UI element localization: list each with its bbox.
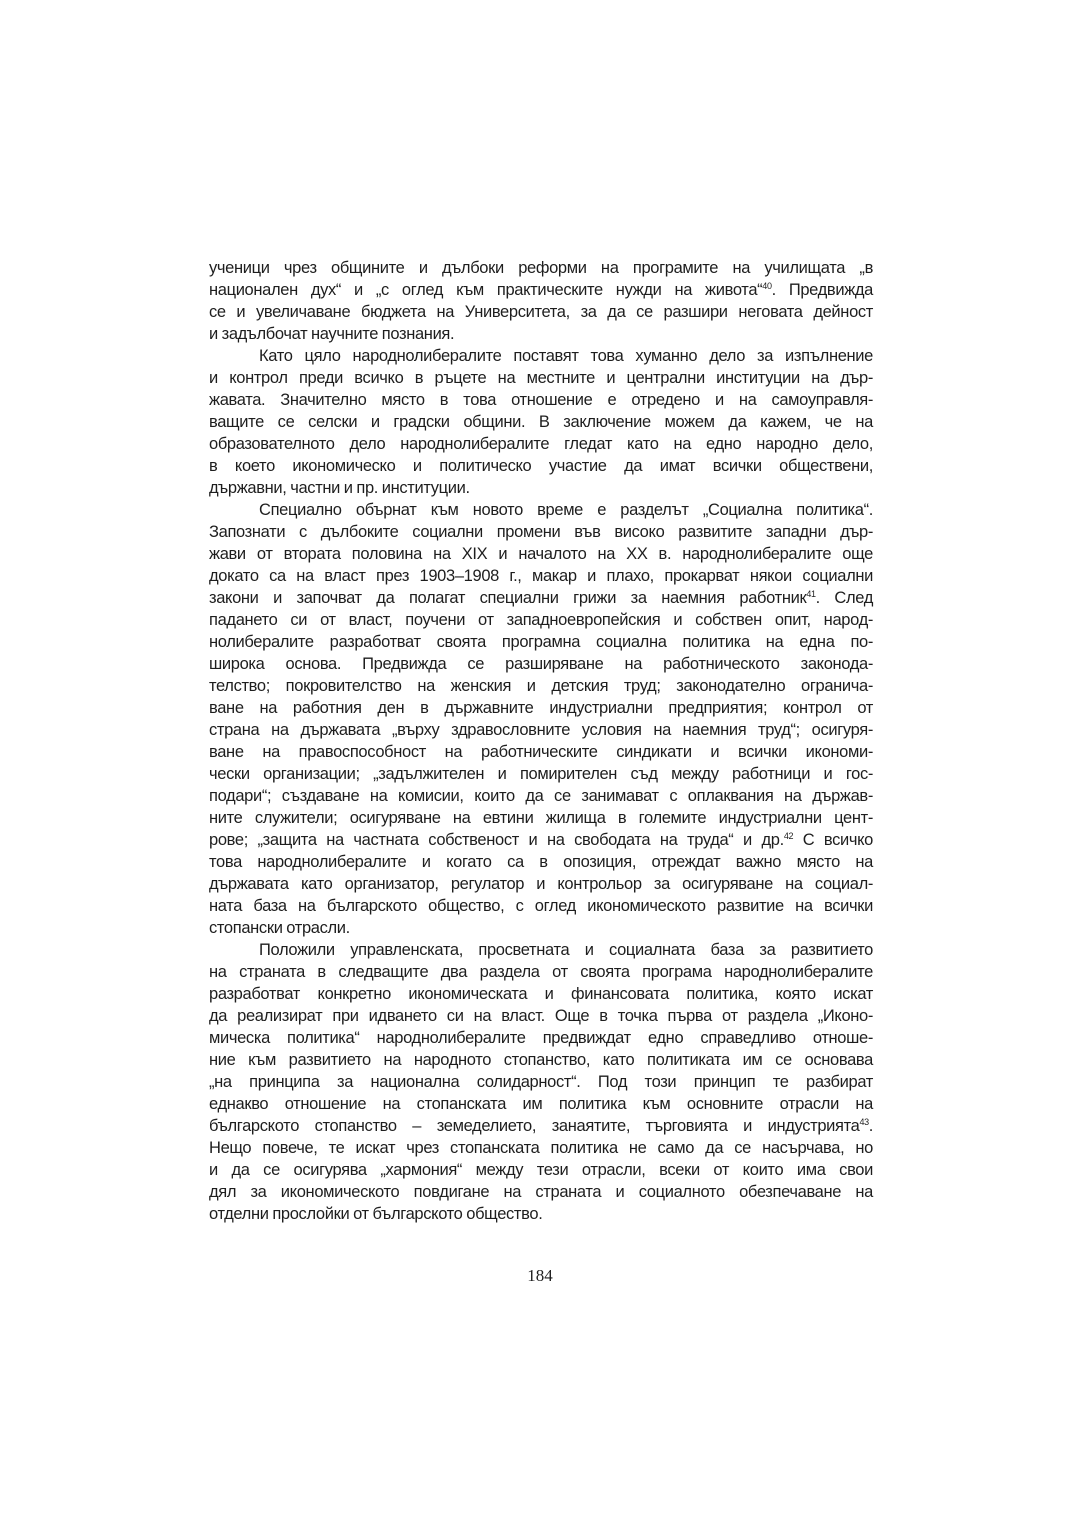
line-text: да реализират при идването си на власт. Още в точка първа от раздела „Иконо- <box>209 1007 873 1025</box>
line-text: „на принципа за национална солидарност“. Под този принцип те разбират <box>209 1073 873 1091</box>
line-text: българското стопанство – земеделието, занаятите, търговията и индустрията <box>209 1117 860 1135</box>
line-text: национален дух“ и „с оглед към практическите нужди на живота“ <box>209 281 763 299</box>
text-line <box>209 631 873 653</box>
line-text: чески организации; „задължителен и помирителен съд между работници и гос- <box>209 765 873 783</box>
line-text: жави от втората половина на XIX и началото на XX в. народнолибералите още <box>209 545 873 563</box>
footnote-reference: 43 <box>859 1117 869 1127</box>
text-line <box>209 499 873 521</box>
line-text: Нещо повече, те искат чрез стопанската политика не само да се насърчава, но <box>209 1139 873 1157</box>
text-line <box>209 301 873 323</box>
line-text: Специално обърнат към новото време е разделът „Социална политика“. <box>259 501 873 519</box>
text-line <box>209 895 873 917</box>
footnote-reference: 41 <box>806 589 816 599</box>
line-text: еднакво отношение на стопанската им политика към основните отрасли на <box>209 1095 873 1113</box>
line-text: страна на държавата „върху здравословните условия на наемния труд“; осигуря- <box>209 721 873 739</box>
footnote-reference: 42 <box>783 831 794 841</box>
line-text: телство; покровителство на женския и детския труд; законодателно ограничa- <box>209 677 873 695</box>
text-line <box>209 675 873 697</box>
footnote-reference: 40 <box>762 281 772 291</box>
text-line <box>209 1115 873 1137</box>
text-line <box>209 939 873 961</box>
text-line <box>209 1181 873 1203</box>
text-line <box>209 763 873 785</box>
text-line <box>209 807 873 829</box>
text-line <box>209 609 873 631</box>
line-text: образователното дело народнолибералите гледат като на едно народно дело, <box>209 435 873 453</box>
page-number: 184 <box>527 1266 553 1285</box>
text-line <box>209 257 873 279</box>
text-line <box>209 477 873 499</box>
text-line <box>209 279 873 301</box>
text-line <box>209 983 873 1005</box>
text-line <box>209 961 873 983</box>
line-text: ната база на българското общество, с оглед икономическото развитие на всички <box>209 897 873 915</box>
line-text-tail: С всичко <box>793 831 873 849</box>
line-text: и задълбочат научните познания. <box>209 325 455 343</box>
text-line <box>209 1027 873 1049</box>
line-text: стопански отрасли. <box>209 919 350 937</box>
line-text: падането си от власт, поучени от западноевропейския и собствен опит, народ- <box>209 611 873 629</box>
line-text: широка основа. Предвижда се разширяване на работническото законода- <box>209 655 873 673</box>
line-text-tail: . След <box>815 589 873 607</box>
text-line <box>209 521 873 543</box>
line-text: докато са на власт през 1903–1908 г., макар и плахо, прокарват някои социални <box>209 567 873 585</box>
line-text-tail: . Предвижда <box>771 281 873 299</box>
text-line <box>209 697 873 719</box>
line-text: жавата. Значително място в това отношение е отредено и на самоуправля- <box>209 391 873 409</box>
line-text: дял за икономическото повдигане на страната и социалното обезпечаване на <box>209 1183 873 1201</box>
text-line <box>209 1005 873 1027</box>
text-line <box>209 345 873 367</box>
text-line <box>209 785 873 807</box>
text-line <box>209 455 873 477</box>
text-line <box>209 1137 873 1159</box>
line-text: Положили управленската, просветната и социалната база за развитието <box>259 941 873 959</box>
line-text: и да се осигурява „хармония“ между тези отрасли, всеки от които има свои <box>209 1161 873 1179</box>
line-text: нолибералите разработват своята програмна социална политика на една по- <box>209 633 873 651</box>
line-text: разработват конкретно икономическата и финансовата политика, която искат <box>209 985 873 1003</box>
line-text: Запознати с дълбоките социални промени във високо развитите западни дър- <box>209 523 873 541</box>
text-line <box>209 565 873 587</box>
line-text: ване на правоспособност на работническите синдикати и всички икономи- <box>209 743 873 761</box>
line-text: на страната в следващите два раздела от своята програма народнолибералите <box>209 963 873 981</box>
text-line <box>209 1159 873 1181</box>
paragraph <box>209 345 873 499</box>
line-text: се и увеличаване бюджета на Университета, за да се разшири неговата дейност <box>209 303 873 321</box>
line-text: отделни прослойки от българското общество. <box>209 1205 543 1223</box>
text-line <box>209 411 873 433</box>
text-line <box>209 1203 873 1225</box>
paragraph <box>209 499 873 939</box>
line-text: в което икономическо и политическо участие да имат всички обществени, <box>209 457 873 475</box>
body-text <box>209 257 873 1225</box>
text-line <box>209 433 873 455</box>
paragraph <box>209 939 873 1225</box>
text-line <box>209 587 873 609</box>
line-text: закони и започват да полагат специални грижи за наемния работник <box>209 589 807 607</box>
text-line <box>209 367 873 389</box>
line-text: Като цяло народнолибералите поставят това хуманно дело за изпълнение <box>259 347 873 365</box>
text-line <box>209 323 873 345</box>
text-line <box>209 1093 873 1115</box>
text-line <box>209 1071 873 1093</box>
line-text-tail: . <box>868 1117 873 1135</box>
line-text: ученици чрез общините и дълбоки реформи на програмите на училищата „в <box>209 259 873 277</box>
line-text: и контрол преди всичко в ръцете на местните и централни институции на дър- <box>209 369 873 387</box>
text-line <box>209 829 873 851</box>
line-text: държавата като организатор, регулатор и контрольор за осигуряване на социал- <box>209 875 873 893</box>
paragraph <box>209 257 873 345</box>
line-text: рове; „защита на частната собственост и на свободата на труда“ и др. <box>209 831 784 849</box>
line-text: ващите се селски и градски общини. В заключение можем да кажем, че на <box>209 413 873 431</box>
text-line <box>209 1049 873 1071</box>
line-text: държавни, частни и пр. институции. <box>209 479 470 497</box>
text-line <box>209 653 873 675</box>
text-line <box>209 389 873 411</box>
line-text: това народнолибералите и когато са в опозиция, отреждат важно място на <box>209 853 873 871</box>
text-line <box>209 851 873 873</box>
text-line <box>209 543 873 565</box>
line-text: подари“; създаване на комисии, които да се занимават с оплаквания на държав- <box>209 787 873 805</box>
line-text: мическа политика“ народнолибералите предвиждат едно справедливо отноше- <box>209 1029 873 1047</box>
text-line <box>209 873 873 895</box>
text-line <box>209 719 873 741</box>
line-text: ните служители; осигуряване на евтини жилища в големите индустриални цент- <box>209 809 873 827</box>
line-text: ние към развитието на народното стопанство, като политиката им се основава <box>209 1051 873 1069</box>
text-line <box>209 917 873 939</box>
text-line <box>209 741 873 763</box>
line-text: ване на работния ден в държавните индустриални предприятия; контрол от <box>209 699 873 717</box>
